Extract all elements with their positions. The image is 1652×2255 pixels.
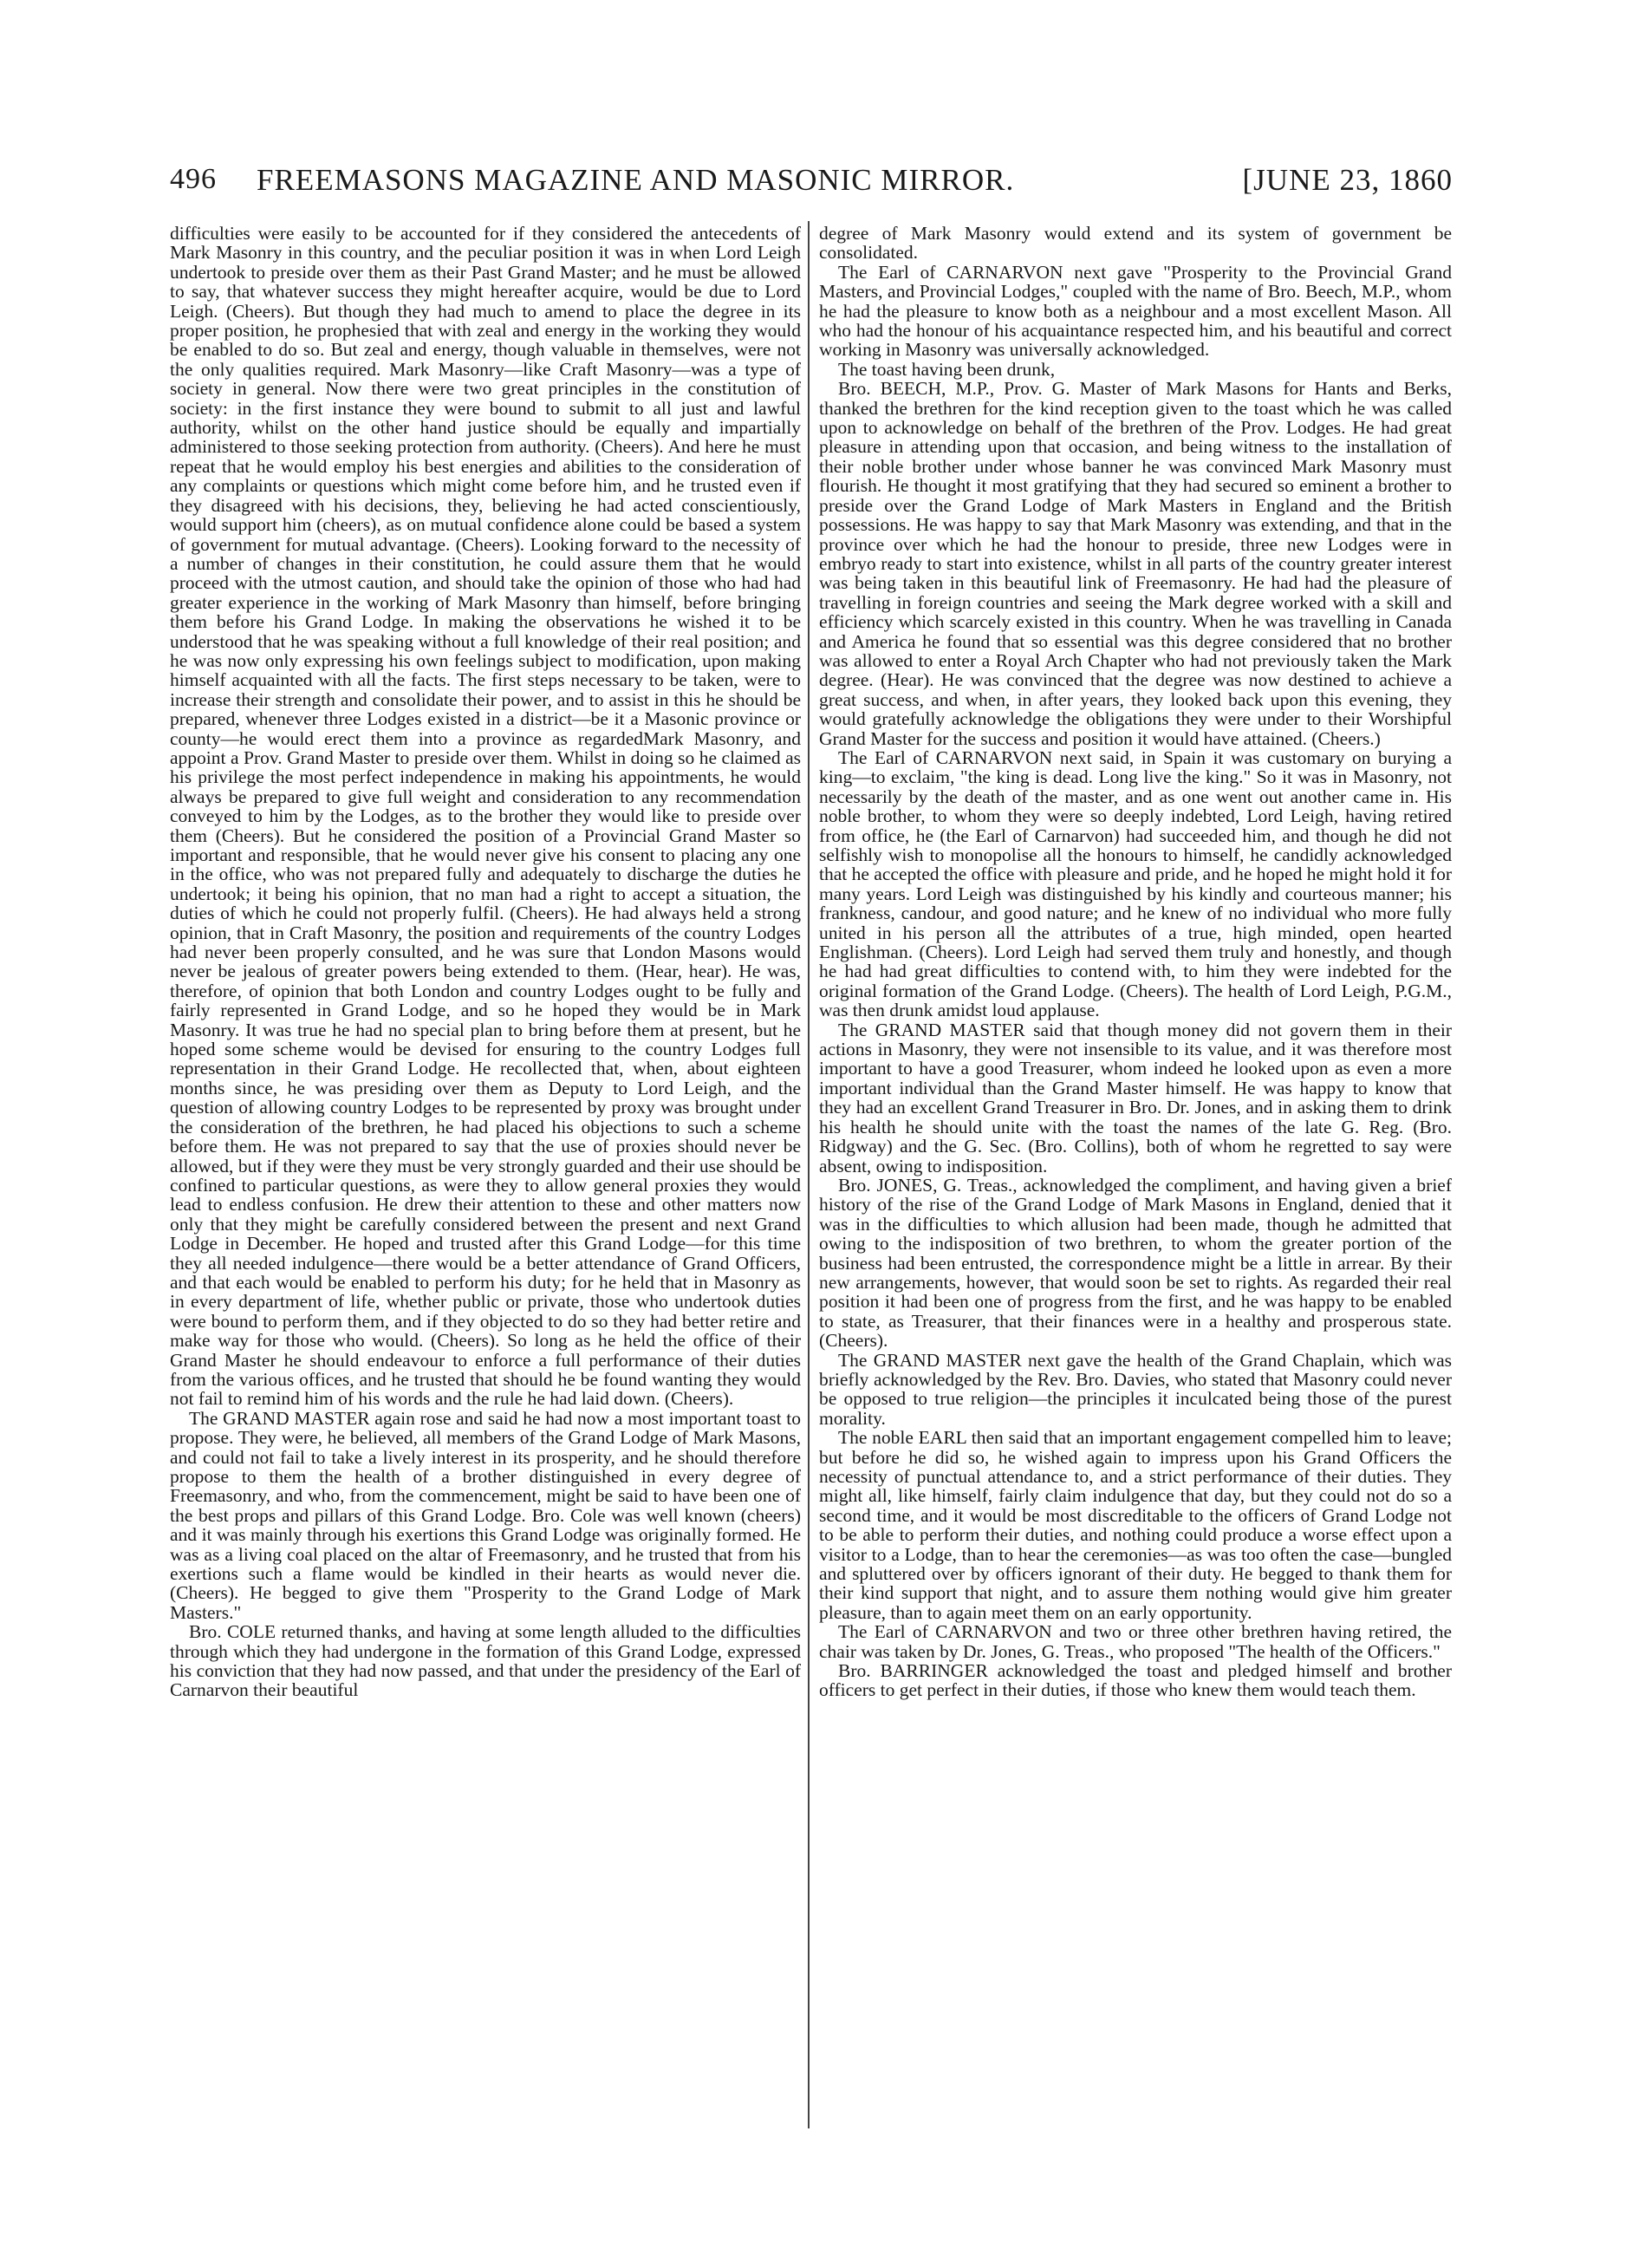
paragraph: The Earl of CARNARVON next said, in Spain it was customary on burying a king—to exclaim, "the king is dead. Long live the king." So it was in Masonry, not necessarily by the death of the master, and as one went out another came in. His noble brother, to whom they were so deeply indebted, Lord Leigh, having retired from office, he (the Earl of Carnarvon) had succeeded him, and though he did not selfishly wish to monopolise all the honours to himself, he candidly acknowledged that he accepted the office with pleasure and pride, and he hoped he might hold it for many years. Lord Leigh was distinguished by his kindly and courteous manner; his frankness, candour, and good nature; and he knew of no individual who more fully united in his person all the attributes of a true, high minded, open hearted Englishman. (Cheers). Lord Leigh had served them truly and honestly, and though he had had great difficulties to contend with, to him they were indebted for the original formation of the Grand Lodge. (Cheers). The health of Lord Leigh, P.G.M., was then drunk amidst loud applause. bbox=[819, 746, 1452, 1021]
paragraph: The Earl of CARNARVON next gave "Prosperity to the Provincial Grand Masters, and Provincial Lodges," coupled with the name of Bro. Beech, M.P., whom he had the pleasure to know both as a neighbour and a most excellent Mason. All who had the honour of his acquaintance respected him, and his beautiful and correct working in Masonry was universally acknowledged. bbox=[819, 261, 1452, 361]
page-number: 496 bbox=[170, 163, 217, 195]
paragraph: The GRAND MASTER said that though money did not govern them in their actions in Masonry, they were not insensible to its value, and it was therefore most important to have a good Treasurer, whom indeed he looked upon as even a more important individual than the Grand Master himself. He was happy to know that they had an excellent Grand Treasurer in Bro. Dr. Jones, and in asking them to drink his health he should unite with the toast the names of the late G. Reg. (Bro. Ridgway) and the G. Sec. (Bro. Collins), both of whom he regretted to say were absent, owing to indisposition. bbox=[819, 1019, 1452, 1176]
paragraph: The toast having been drunk, bbox=[838, 358, 1056, 380]
paragraph: Bro. JONES, G. Treas., acknowledged the compliment, and having given a brief history of the rise of the Grand Lodge of Mark Masons in England, denied that it was in the difficulties to which allusion had been made, though he admitted that owing to the indisposition of two brethren, to whom the greater portion of the business had been entrusted, the correspondence might be a little in arrear. By their new arrangements, however, that would soon be set to rights. As regarded their real position it had been one of progress from the first, and he was happy to be enabled to state, as Treasurer, that their finances were in a healthy and prosperous state. (Cheers). bbox=[819, 1174, 1452, 1352]
paragraph: The GRAND MASTER next gave the health of the Grand Chaplain, which was briefly acknowledged by the Rev. Bro. Davies, who stated that Masonry could never be opposed to true religion—the principles it inculcated being those of the purest morality. bbox=[819, 1349, 1452, 1429]
right-column bbox=[819, 224, 1452, 2218]
paragraph: Bro. COLE returned thanks, and having at some length alluded to the difficulties through which they had undergone in the formation of this Grand Lodge, expressed his conviction that they had now passed, and that under the presidency of the Earl of Carnarvon their beautiful bbox=[170, 1621, 801, 1701]
paragraph: Bro. BEECH, M.P., Prov. G. Master of Mark Masons for Hants and Berks, thanked the brethren for the kind reception given to the toast which he was called upon to acknowledge on behalf of the brethren of the Prov. Lodges. He had great pleasure in attending upon that occasion, and being witness to the installation of their noble brother under whose banner he was convinced Mark Masonry must flourish. He thought it most gratifying that they had secured so eminent a brother to preside over the Grand Lodge of Mark Masters in England and the British possessions. He was happy to say that Mark Masonry was extending, and that in the province over which he had the honour to preside, three new Lodges were in embryo ready to start into existence, whilst in all parts of the country greater interest was being taken in this beautiful link of Freemasonry. He had had the pleasure of travelling in foreign countries and seeing the Mark degree worked with a skill and efficiency which scarcely existed in this country. When he was travelling in Canada and America he found that so essential was this degree considered that no brother was allowed to enter a Royal Arch Chapter who had not previously taken the Mark degree. (Hear). He was convinced that the degree was now destined to achieve a great success, and when, in after years, they looked back upon this evening, they would gratefully acknowledge the obligations they were under to their Worshipful Grand Master for the success and position it would have attained. (Cheers.) bbox=[819, 378, 1452, 749]
paragraph: The noble EARL then said that an important engagement compelled him to leave; but before he did so, he wished again to impress upon his Grand Officers the necessity of punctual attendance to, and a strict performance of their duties. They might all, like himself, fairly claim indulgence that day, but they could not do so a second time, and it would be most discreditable to the officers of Grand Lodge not to be able to perform their duties, and nothing could produce a worse effect upon a visitor to a Lodge, than to hear the ceremonies—as was too often the case—bungled and spluttered over by officers ignorant of their duty. He begged to thank them for their kind support that night, and to assure them nothing would give him greater pleasure, than to again meet them on an early opportunity. bbox=[819, 1427, 1452, 1623]
issue-date: [JUNE 23, 1860 bbox=[1242, 163, 1453, 197]
paragraph: Bro. BARRINGER acknowledged the toast and pledged himself and brother officers to get perfect in their duties, if those who knew them would teach them. bbox=[819, 1660, 1452, 1701]
masthead-title: FREEMASONS MAGAZINE AND MASONIC MIRROR. bbox=[257, 163, 1015, 197]
paragraph: difficulties were easily to be accounted for if they considered the antecedents of Mark Masonry in this country, and the peculiar position it was in when Lord Leigh undertook to preside over them as their Past Grand Master; and he must be allowed to say, that whatever success they might hereafter acquire, would be due to Lord Leigh. (Cheers). But though they had much to amend to place the degree in its proper position, he prophesied that with zeal and energy in the working they would be enabled to do so. But zeal and energy, though valuable in themselves, were not the only qualities required. Mark Masonry—like Craft Masonry—was a type of society in general. Now there were two great principles in the constitution of society: in the first instance they were bound to submit to all just and lawful authority, whilst on the other hand justice should be equally and impartially administered to those seeking protection from authority. (Cheers). And here he must repeat that he would employ his best energies and abilities to the consideration of any complaints or questions which might come before him, and he trusted even if they disagreed with his decisions, they, believing he had acted conscientiously, would support him (cheers), as on mutual confidence alone could be based a system of government for mutual advantage. (Cheers). Looking forward to the necessity of a number of changes in their constitution, he could assure them that he would proceed with the utmost caution, and should take the opinion of those who had had greater experience in the working of Mark Masonry than himself, before bringing them before his Grand Lodge. In making the observations he wished it to be understood that he was speaking without a full knowledge of their real position; and he was now only expressing his own feelings subject to modification, upon making himself acquainted with all the facts. The first steps necessary to be taken, were to increase their strength and consolidate their power, and to assist in this he should be prepared, whenever three Lodges existed in a district—be it a Masonic province or county—he would erect them into a province as regardedMark Masonry, and appoint a Prov. Grand Master to preside over them. Whilst in doing so he claimed as his privilege the most perfect independence in making his appointments, he would always be prepared to give full weight and consideration to any recommendation conveyed to him by the Lodges, as to the brother they would like to preside over them (Cheers). But he considered the position of a Provincial Grand Master so important and responsible, that he would never give his consent to placing any one in the office, who was not prepared fully and adequately to discharge the duties he undertook; it being his opinion, that no man had a right to accept a situation, the duties of which he could not properly fulfil. (Cheers). He had always held a strong opinion, that in Craft Masonry, the position and requirements of the country Lodges had never been properly consulted, and he was sure that London Masons would never be jealous of greater powers being extended to them. (Hear, hear). He was, therefore, of opinion that both London and country Lodges ought to be fully and fairly represented in Grand Lodge, and so he hoped they would be in Mark Masonry. It was true he had no special plan to bring before them at present, but he hoped some scheme would be devised for ensuring to the country Lodges full representation in their Grand Lodge. He recollected that, when, about eighteen months since, he was presiding over them as Deputy to Lord Leigh, and the question of allowing country Lodges to be represented by proxy was brought under the consideration of the brethren, he had placed his objections to such a scheme before them. He was not prepared to say that the use of proxies should never be allowed, but if they were they must be very strongly guarded and their use should be confined to particular questions, as were they to allow general proxies they would lead to endless confusion. He drew their attention to these and other matters now only that they might be carefully considered between the present and next Grand Lodge in December. He hoped and trusted after this Grand Lodge—for this time they all needed indulgence—there would be a better attendance of Grand Officers, and that each would be enabled to perform his duty; for he held that in Masonry as in every department of life, whether public or private, those who undertook duties were bound to perform them, and if they objected to do so they had better retire and make way for those who would. (Cheers). So long as he held the office of their Grand Master he should endeavour to enforce a full performance of their duties from the various offices, and he trusted that should he be found wanting they would not fail to remind him of his words and the rule he had laid down. (Cheers). bbox=[170, 224, 801, 1410]
paragraph: The GRAND MASTER again rose and said he had now a most important toast to propose. They were, he believed, all members of the Grand Lodge of Mark Masons, and could not fail to take a lively interest in its prosperity, and he should therefore propose to them the health of a brother distinguished in every degree of Freemasonry, and who, from the commencement, might be said to have been one of the best props and pillars of this Grand Lodge. Bro. Cole was well known (cheers) and it was mainly through his exertions this Grand Lodge was originally formed. He was as a living coal placed on the altar of Freemasonry, and he trusted that from his exertions such a flame would be kindled in their hearts as would never die. (Cheers). He begged to give them "Prosperity to the Grand Lodge of Mark Masters." bbox=[170, 1407, 801, 1623]
column-divider bbox=[808, 221, 810, 2128]
page-header bbox=[170, 163, 1453, 215]
left-column bbox=[170, 224, 801, 2218]
paragraph: degree of Mark Masonry would extend and its system of government be consolidated. bbox=[819, 224, 1452, 264]
paragraph: The Earl of CARNARVON and two or three other brethren having retired, the chair was taken by Dr. Jones, G. Treas., who proposed "The health of the Officers." bbox=[819, 1621, 1452, 1662]
